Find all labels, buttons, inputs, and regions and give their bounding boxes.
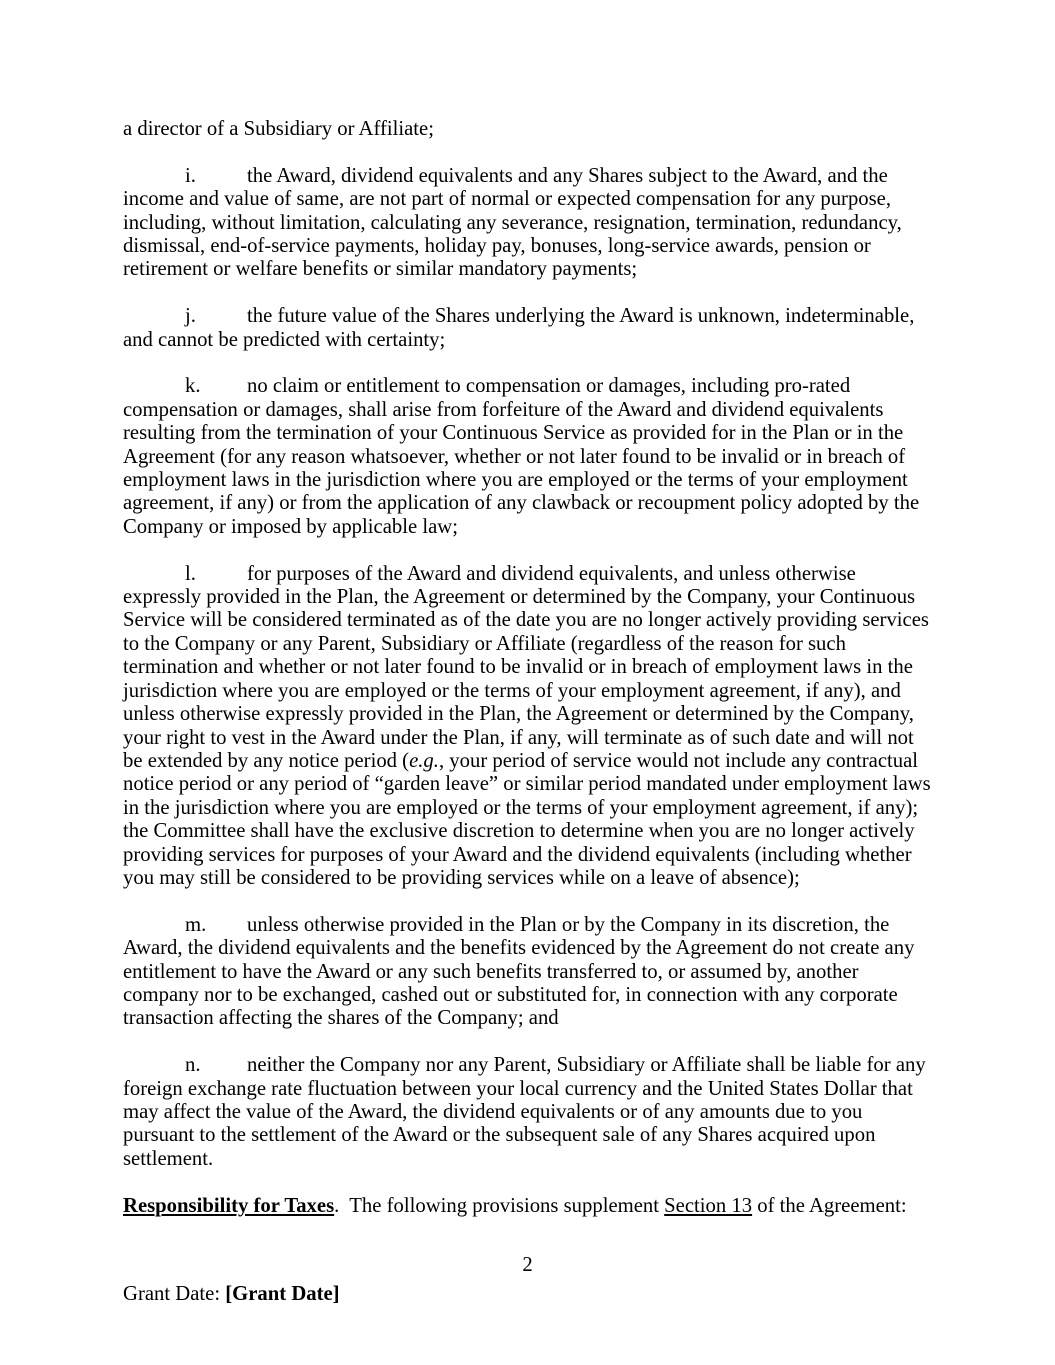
intro-paragraph: a director of a Subsidiary or Affiliate; xyxy=(123,118,434,140)
paragraph-k xyxy=(123,375,932,539)
grant-date-label: Grant Date: xyxy=(123,1283,226,1305)
paragraph-n-text: neither the Company nor any Parent, Subsidiary or Affiliate shall be liable for any foreign exchange rate fluctuation between your local currency and the United States Dollar that may affect the value of the Award, the dividend equivalents or of any amounts due to you pursuant to the settlement of the Award or the subsequent sale of any Shares acquired upon settlement. xyxy=(123,1054,926,1170)
paragraph-m-label: m. xyxy=(185,913,207,936)
paragraph-n xyxy=(123,1054,932,1171)
taxes-text: . The following provisions supplement xyxy=(334,1194,665,1217)
paragraph-i-text: the Award, dividend equivalents and any Shares subject to the Award, and the income and value of same, are not part of normal or expected compensation for any purpose, including, without limitation, calculating any severance, resignation, termination, redundancy, dismissal, end-of-service payments, holiday pay, bonuses, long-service awards, pension or retirement or welfare benefits or similar mandatory payments; xyxy=(123,164,902,281)
taxes-text-end: of the Agreement: xyxy=(752,1194,907,1217)
paragraph-j-text: the future value of the Shares underlying the Award is unknown, indeterminable, and cannot be predicted with certainty; xyxy=(123,305,915,351)
paragraph-n-label: n. xyxy=(185,1054,201,1077)
paragraph-l xyxy=(123,563,932,891)
paragraph-i xyxy=(123,165,932,282)
latin-abbreviation-eg: e.g. xyxy=(409,749,439,772)
section-13-reference: Section 13 xyxy=(664,1194,753,1217)
paragraph-i-label: i. xyxy=(185,164,196,187)
paragraph-k-label: k. xyxy=(185,375,201,398)
paragraph-l-text-before: for purposes of the Award and dividend equivalents, and unless otherwise expressly provided in the Plan, the Agreement or determined by the Company, your Continuous Service will be considered terminated as of the date you are no longer actively providing services to the Company or any Parent, Subsidiary or Affiliate (regardless of the reason for such termination and whether or not later found to be invalid or in breach of employment laws in the jurisdiction where you are employed or the terms of your employment agreement, if any), and unless otherwise expressly provided in the Plan, the Agreement or determined by the Company, your right to vest in the Award under the Plan, if any, will terminate as of such date and will not be extended by any notice period ( xyxy=(123,562,929,772)
paragraph-m-text: unless otherwise provided in the Plan or by the Company in its discretion, the Award, the dividend equivalents and the benefits evidenced by the Agreement do not create any entitlement to have the Award or any such benefits transferred to, or assumed by, another company nor to be exchanged, cashed out or substituted for, in connection with any corporate transaction affecting the shares of the Company; and xyxy=(123,913,915,1030)
paragraph-l-text-after: , your period of service would not include any contractual notice period or any period of “garden leave” or similar period mandated under employment laws in the jurisdiction where you are employed or the terms of your employment agreement, if any); the Committee shall have the exclusive discretion to determine when you are no longer actively providing services for purposes of your Award and the dividend equivalents (including whether you may still be considered to be providing services while on a leave of absence); xyxy=(123,749,931,889)
page-number: 2 xyxy=(522,1254,533,1276)
grant-date-line xyxy=(123,1283,340,1306)
taxes-paragraph xyxy=(123,1195,932,1218)
paragraph-j xyxy=(123,305,932,352)
paragraph-j-label: j. xyxy=(185,305,196,328)
paragraph-l-label: l. xyxy=(185,562,196,585)
taxes-heading: Responsibility for Taxes xyxy=(123,1194,335,1217)
grant-date-value: [Grant Date] xyxy=(225,1283,340,1305)
paragraph-m xyxy=(123,914,932,1031)
paragraph-k-text: no claim or entitlement to compensation or damages, including pro-rated compensation or damages, shall arise from forfeiture of the Award and dividend equivalents resulting from the termination of your Continuous Service as provided for in the Plan or in the Agreement (for any reason whatsoever, whether or not later found to be invalid or in breach of employment laws in the jurisdiction where you are employed or the terms of your employment agreement, if any) or from the application of any clawback or recoupment policy adopted by the Company or imposed by applicable law; xyxy=(123,375,920,538)
